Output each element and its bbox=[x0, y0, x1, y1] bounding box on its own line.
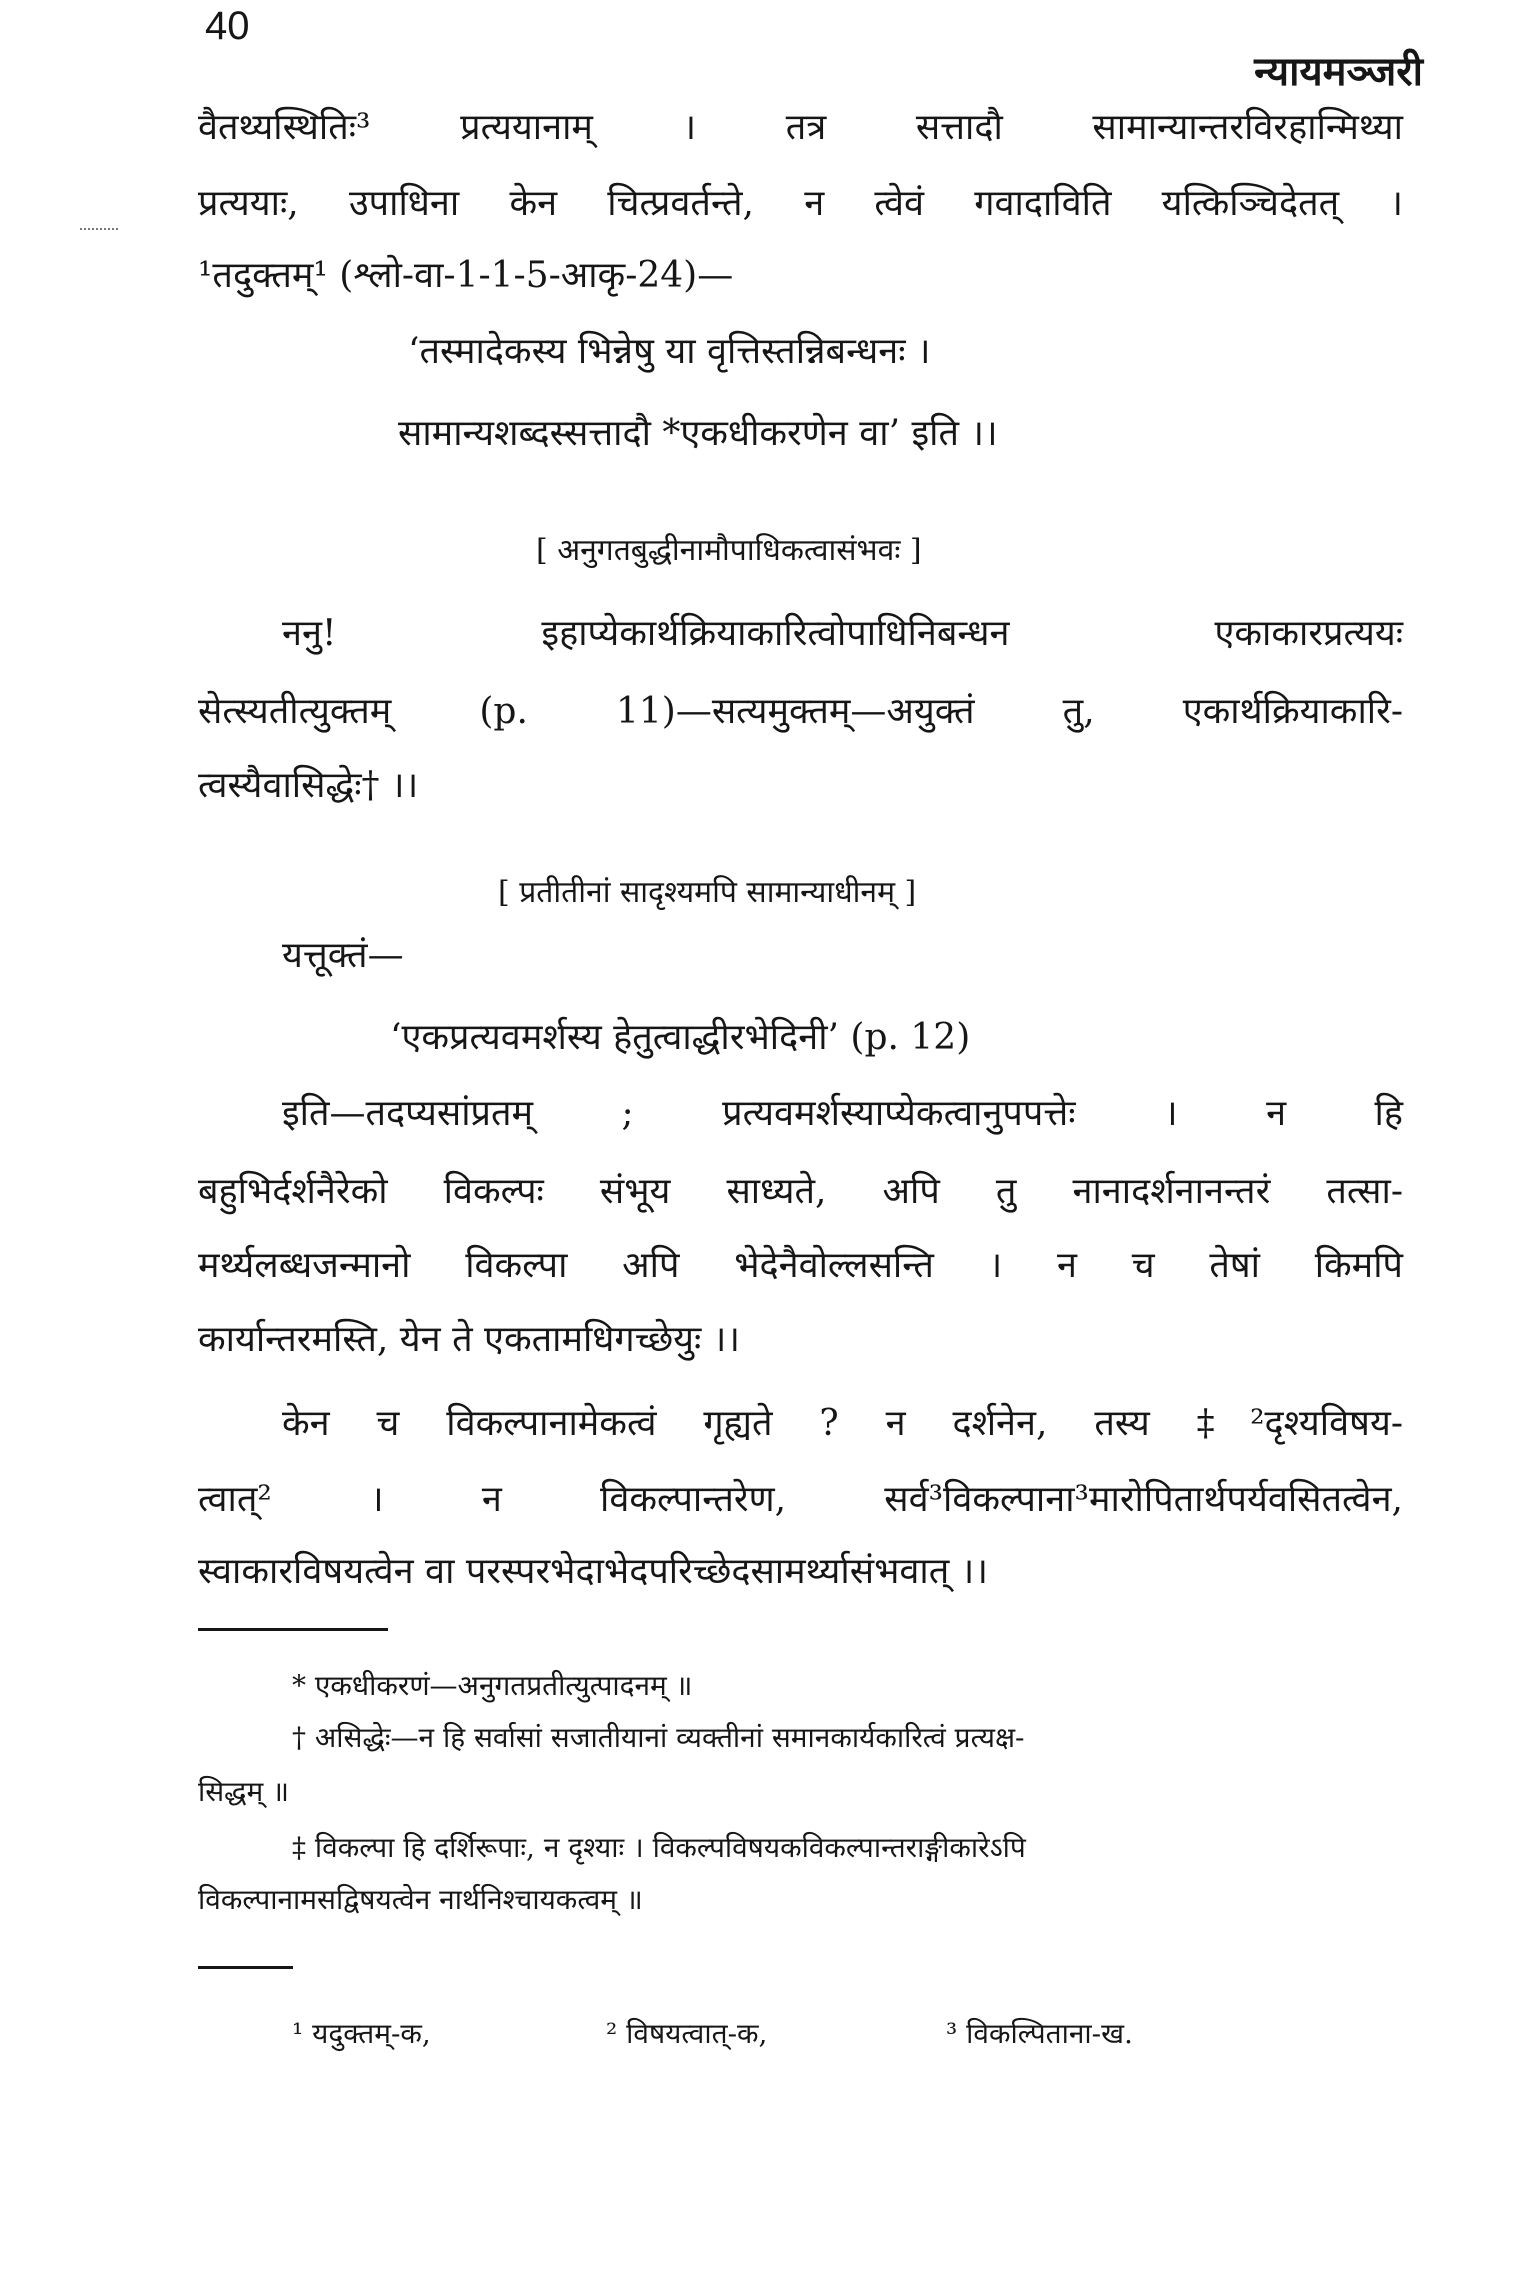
running-head: न्यायमञ्जरी bbox=[1254, 48, 1423, 95]
variants-rule bbox=[198, 1966, 293, 1969]
footnote: सिद्धम् ॥ bbox=[198, 1775, 289, 1808]
section-heading: [ अनुगतबुद्धीनामौपाधिकत्वासंभवः ] bbox=[536, 533, 922, 568]
variant-reading: ¹ यदुक्तम्-क, bbox=[292, 2017, 431, 2050]
body-line: ¹तदुक्तम्¹ (श्लो-वा-1-1-5-आकृ-24)— bbox=[198, 255, 734, 296]
footnote-rule bbox=[198, 1628, 388, 1631]
body-line: बहुभिर्दर्शनैरेको विकल्पः संभूय साध्यते, अपि तु नानादर्शनानन्तरं तत्सा- bbox=[198, 1171, 1403, 1212]
body-line: सेत्स्यतीत्युक्तम् (p. 11)—सत्यमुक्तम्—अयुक्तं तु, एकार्थक्रियाकारि- bbox=[198, 691, 1403, 732]
body-line: त्वात्² । न विकल्पान्तरेण, सर्व³विकल्पाना³मारोपितार्थपर्यवसितत्वेन, bbox=[198, 1479, 1403, 1520]
page-number: 40 bbox=[205, 4, 250, 48]
body-line: त्वस्यैवासिद्धेः† ।। bbox=[198, 765, 419, 806]
body-line: मर्थ्यलब्धजन्मानो विकल्पा अपि भेदेनैवोल्लसन्ति । न च तेषां किमपि bbox=[198, 1245, 1403, 1286]
body-line: प्रत्ययाः, उपाधिना केन चित्प्रवर्तन्ते, न त्वेवं गवादाविति यत्किञ्चिदेतत् । bbox=[198, 183, 1403, 224]
body-line: यत्तूक्तं— bbox=[282, 935, 404, 976]
footnote: † असिद्धेः—न हि सर्वासां सजातीयानां व्यक्तीनां समानकार्यकारित्वं प्रत्यक्ष- bbox=[292, 1721, 1025, 1754]
verse-line: सामान्यशब्दस्सत्तादौ *एकधीकरणेन वा’ इति ।। bbox=[398, 413, 998, 454]
body-line: ननु! इहाप्येकार्थक्रियाकारित्वोपाधिनिबन्धन एकाकारप्रत्ययः bbox=[282, 613, 1403, 654]
footnote: ‡ विकल्पा हि दर्शिरूपाः, न दृश्याः । विकल्पविषयकविकल्पान्तराङ्गीकारेऽपि bbox=[292, 1831, 1026, 1864]
section-heading: [ प्रतीतीनां सादृश्यमपि सामान्याधीनम् ] bbox=[498, 875, 917, 910]
verse-line: ‘तस्मादेकस्य भिन्नेषु या वृत्तिस्तन्निबन्धनः । bbox=[408, 331, 931, 372]
body-line: कार्यान्तरमस्ति, येन ते एकतामधिगच्छेयुः ।। bbox=[198, 1319, 741, 1360]
stray-mark bbox=[80, 228, 118, 233]
body-line: वैतथ्यस्थितिः³ प्रत्ययानाम् । तत्र सत्तादौ सामान्यान्तरविरहान्मिथ्या bbox=[198, 107, 1403, 148]
body-line: स्वाकारविषयत्वेन वा परस्परभेदाभेदपरिच्छेदसामर्थ्यासंभवात् ।। bbox=[198, 1551, 988, 1592]
footnote: * एकधीकरणं—अनुगतप्रतीत्युत्पादनम् ॥ bbox=[292, 1669, 693, 1702]
body-line: इति—तदप्यसांप्रतम् ; प्रत्यवमर्शस्याप्येकत्वानुपपत्तेः । न हि bbox=[282, 1093, 1403, 1134]
variant-reading: ³ विकल्पिताना-ख. bbox=[946, 2017, 1133, 2050]
footnote: विकल्पानामसद्विषयत्वेन नार्थनिश्चायकत्वम् ॥ bbox=[198, 1883, 643, 1916]
variant-reading: ² विषयत्वात्-क, bbox=[606, 2017, 768, 2050]
quote-line: ‘एकप्रत्यवमर्शस्य हेतुत्वाद्धीरभेदिनी’ (p. 12) bbox=[390, 1017, 971, 1058]
body-line: केन च विकल्पानामेकत्वं गृह्यते ? न दर्शनेन, तस्य ‡²दृश्यविषय- bbox=[282, 1403, 1403, 1444]
